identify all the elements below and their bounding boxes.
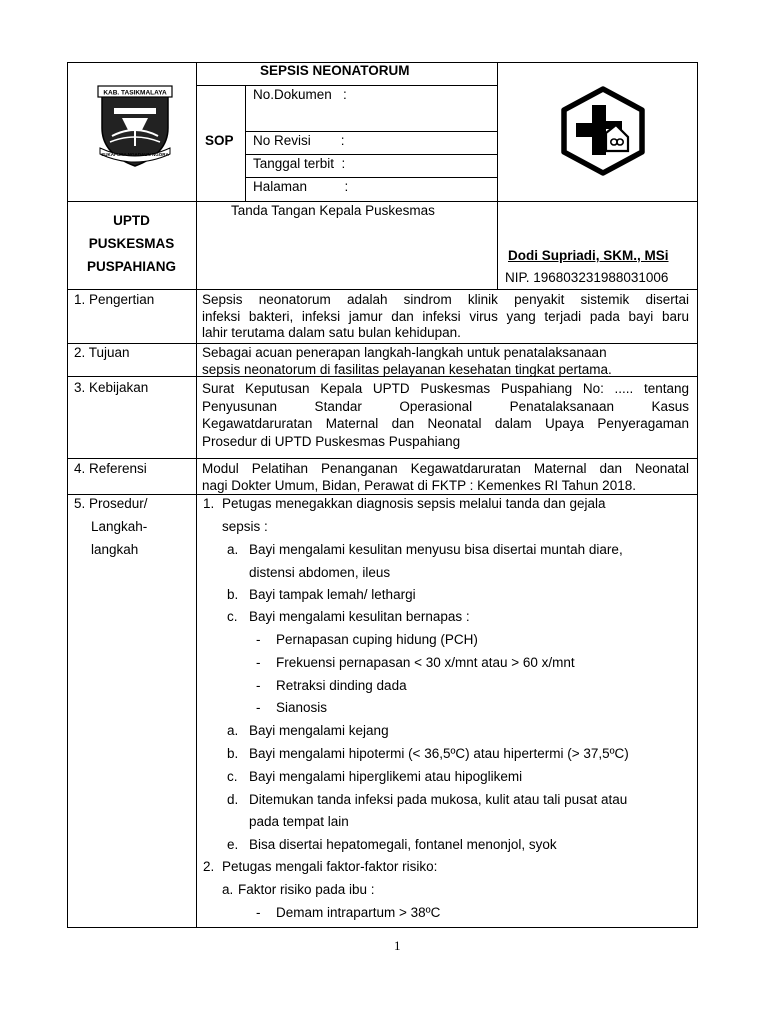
section-label-prosedur: 5. Prosedur/	[74, 496, 148, 511]
step-marker: a.	[227, 542, 239, 557]
table-border-bottom	[67, 927, 698, 928]
step-marker: -	[256, 700, 261, 715]
step-text: Bayi mengalami hiperglikemi atau hipoglikemi	[249, 769, 523, 784]
text-line: Sepsis neonatorum adalah sindrom klinik penyakit sistemik disertai	[202, 292, 689, 307]
step-text: Bayi mengalami kesulitan menyusu bisa disertai muntah diare,	[249, 542, 623, 557]
text-line: lahir terutama dalam satu bulan kehidupan.	[202, 325, 461, 340]
step-marker: b.	[227, 746, 239, 761]
step-text: Pernapasan cuping hidung (PCH)	[276, 632, 478, 647]
step-marker: 1.	[203, 496, 215, 511]
section-label-kebijakan: 3. Kebijakan	[74, 380, 149, 395]
step-marker: 2.	[203, 859, 215, 874]
step-text: Demam intrapartum > 38ºC	[276, 905, 441, 920]
text-line: Sebagai acuan penerapan langkah-langkah untuk penatalaksanaan	[202, 345, 607, 360]
divider	[196, 62, 197, 289]
step-marker: a.	[222, 882, 234, 897]
divider	[67, 458, 698, 459]
divider	[245, 177, 498, 178]
logo-text: KAB. TASIKMALAYA	[103, 89, 167, 97]
step-text: Retraksi dinding dada	[276, 678, 407, 693]
step-marker: -	[256, 655, 261, 670]
step-text: Sianosis	[276, 700, 328, 715]
page-number: 1	[394, 938, 401, 953]
district-logo	[92, 84, 178, 168]
step-text: Petugas menegakkan diagnosis sepsis melalui tanda dan gejala	[222, 496, 606, 511]
text-line: Penyusunan Standar Operasional Penatalaksanaan Kasus	[202, 398, 689, 414]
divider	[245, 154, 498, 155]
sop-label: SOP	[205, 133, 234, 148]
step-marker: b.	[227, 587, 239, 602]
step-text: Petugas mengali faktor-faktor risiko:	[222, 859, 438, 874]
section-label-tujuan: 2. Tujuan	[74, 345, 130, 360]
text-line: Modul Pelatihan Penanganan Kegawatdaruratan Maternal dan Neonatal	[202, 461, 689, 476]
text-line: Kegawatdaruratan Maternal dan Neonatal dalam Upaya Penyeragaman	[202, 416, 689, 431]
text-line: Surat Keputusan Kepala UPTD Puskesmas Puspahiang No: ..... tentang	[202, 381, 689, 396]
table-border-right	[697, 62, 698, 928]
step-text: Bisa disertai hepatomegali, fontanel menonjol, syok	[249, 837, 557, 852]
signer-nip: NIP. 196803231988031006	[505, 270, 669, 285]
step-text: pada tempat lain	[249, 814, 349, 829]
step-text: Ditemukan tanda infeksi pada mukosa, kulit atau tali pusat atau	[249, 792, 628, 807]
step-text: Bayi mengalami hipotermi (< 36,5ºC) atau hipertermi (> 37,5ºC)	[249, 746, 629, 761]
step-text: distensi abdomen, ileus	[249, 565, 391, 580]
section-label-pengertian: 1. Pengertian	[74, 292, 155, 307]
divider	[67, 201, 698, 202]
tujuan-text	[202, 345, 689, 378]
divider	[196, 85, 498, 86]
logo-motto: SUKAPURA NGADAUN NGORA	[101, 152, 169, 157]
divider	[67, 289, 698, 290]
step-text: Faktor risiko pada ibu :	[238, 882, 375, 897]
revision-field: No Revisi :	[253, 133, 345, 148]
step-text: Bayi mengalami kesulitan bernapas :	[249, 609, 470, 624]
step-marker: e.	[227, 837, 239, 852]
divider	[67, 343, 698, 344]
referensi-text	[202, 461, 689, 494]
puskesmas-logo	[556, 85, 650, 177]
page-field: Halaman :	[253, 179, 349, 194]
step-text: Frekuensi pernapasan < 30 x/mnt atau > 60 x/mnt	[276, 655, 575, 670]
divider	[67, 494, 698, 495]
section-label-prosedur: Langkah-	[91, 519, 148, 534]
kebijakan-text	[202, 380, 689, 450]
document-title: SEPSIS NEONATORUM	[260, 63, 410, 78]
step-marker: -	[256, 632, 261, 647]
text-line: sepsis neonatorum di fasilitas pelayanan kesehatan tingkat pertama.	[202, 361, 612, 377]
section-label-referensi: 4. Referensi	[74, 461, 147, 476]
institution-line: UPTD	[113, 213, 150, 228]
signature-caption: Tanda Tangan Kepala Puskesmas	[231, 203, 435, 218]
step-marker: c.	[227, 609, 238, 624]
institution-line: PUSPAHIANG	[86, 259, 176, 274]
step-marker: -	[256, 678, 261, 693]
divider	[245, 85, 246, 201]
text-line: Prosedur di UPTD Puskesmas Puspahiang	[202, 433, 461, 449]
step-marker: c.	[227, 769, 238, 784]
text-line: infeksi bakteri, infeksi jamur dan infeksi virus yang terjadi pada bayi baru	[202, 308, 689, 324]
table-border-left	[67, 62, 68, 928]
pengertian-text	[202, 292, 689, 342]
step-text: Bayi mengalami kejang	[249, 723, 389, 738]
text-line: nagi Dokter Umum, Bidan, Perawat di FKTP : Kemenkes RI Tahun 2018.	[202, 477, 636, 493]
doc-number-field: No.Dokumen :	[253, 87, 347, 102]
divider	[245, 131, 498, 132]
signer-name: Dodi Supriadi, SKM., MSi	[508, 248, 669, 263]
institution-line: PUSKESMAS	[88, 236, 175, 251]
issue-date-field: Tanggal terbit :	[253, 156, 346, 171]
divider	[196, 289, 197, 928]
step-text: sepsis :	[222, 519, 268, 534]
divider	[497, 62, 498, 289]
section-label-prosedur: langkah	[91, 542, 139, 557]
step-marker: d.	[227, 792, 239, 807]
step-text: Bayi tampak lemah/ lethargi	[249, 587, 416, 602]
step-marker: -	[256, 905, 261, 920]
step-marker: a.	[227, 723, 239, 738]
